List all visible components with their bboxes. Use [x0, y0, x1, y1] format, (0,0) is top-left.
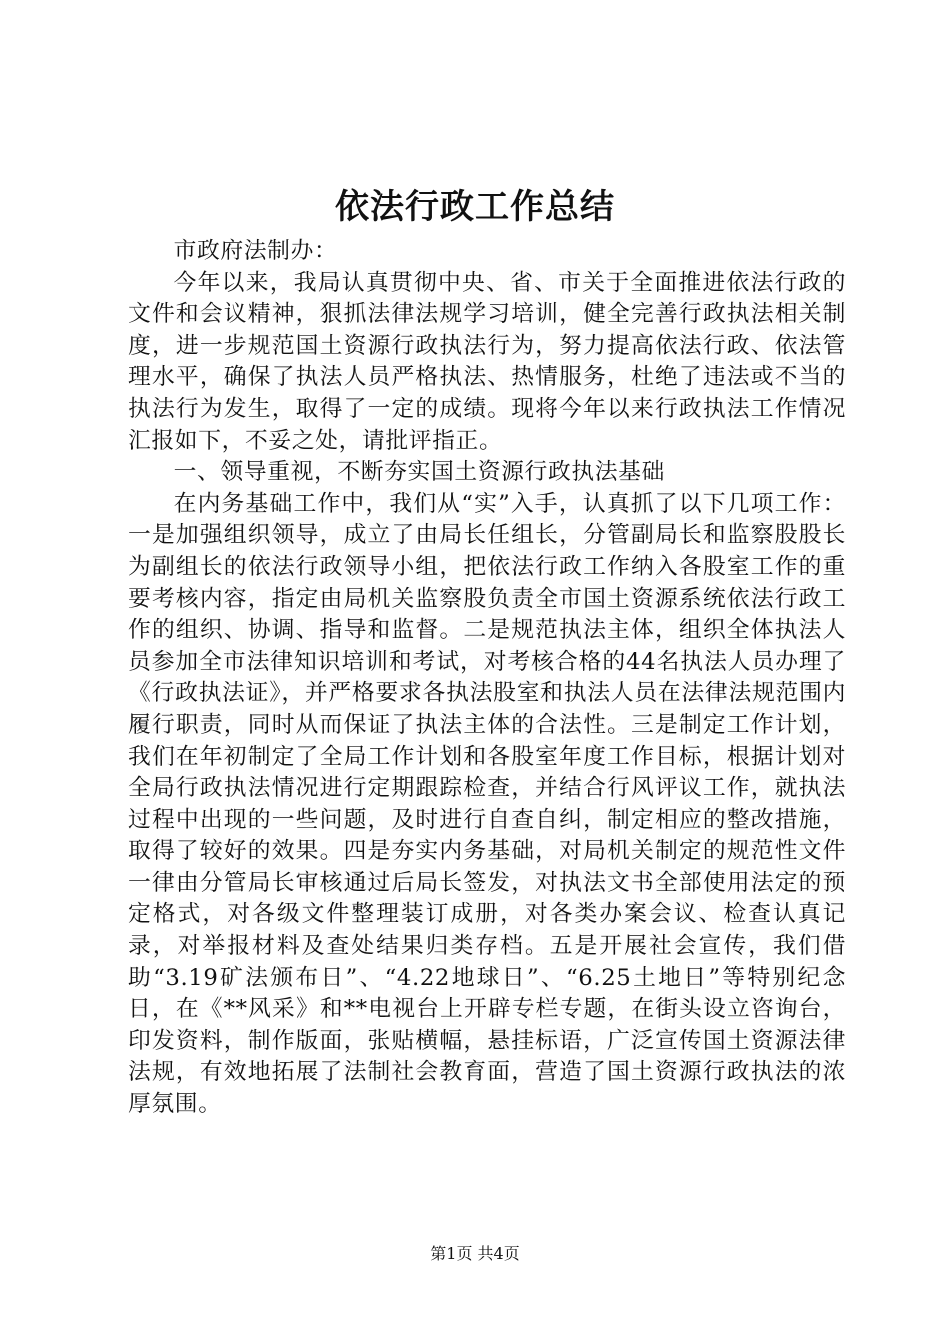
intro-paragraph: 今年以来，我局认真贯彻中央、省、市关于全面推进依法行政的文件和会议精神，狠抓法律法规学习培训，健全完善行政执法相关制度，进一步规范国土资源行政执法行为，努力提高依法行政、依法管理水平，确保了执法人员严格执法、热情服务，杜绝了违法或不当的执法行为发生，取得了一定的成绩。现将今年以来行政执法工作情况汇报如下，不妥之处，请批评指正。	[128, 269, 846, 454]
document-body	[128, 236, 846, 1121]
section-heading: 一、领导重视，不断夯实国土资源行政执法基础	[173, 459, 665, 486]
page-footer: 第1页 共4页	[430, 1244, 520, 1263]
document-title: 依法行政工作总结	[335, 187, 615, 227]
body-paragraph: 在内务基础工作中，我们从“实”入手，认真抓了以下几项工作：一是加强组织领导，成立了由局长任组长，分管副局长和监察股股长为副组长的依法行政领导小组，把依法行政工作纳入各股室工作的重要考核内容，指定由局机关监察股负责全市国土资源系统依法行政工作的组织、协调、指导和监督。二是规范执法主体，组织全体执法人员参加全市法律知识培训和考试，对考核合格的44名执法人员办理了《行政执法证》，并严格要求各执法股室和执法人员在法律法规范围内履行职责，同时从而保证了执法主体的合法性。三是制定工作计划，我们在年初制定了全局工作计划和各股室年度工作目标，根据计划对全局行政执法情况进行定期跟踪检查，并结合行风评议工作，就执法过程中出现的一些问题，及时进行自查自纠，制定相应的整改措施，取得了较好的效果。四是夯实内务基础，对局机关制定的规范性文件一律由分管局长审核通过后局长签发，对执法文书全部使用法定的预定格式，对各级文件整理装订成册，对各类办案会议、检查认真记录，对举报材料及查处结果归类存档。五是开展社会宣传，我们借助“3.19矿法颁布日”、“4.22地球日”、“6.25土地日”等特别纪念日，在《**风采》和**电视台上开辟专栏专题，在街头设立咨询台，印发资料，制作版面，张贴横幅，悬挂标语，广泛宣传国土资源法律法规，有效地拓展了法制社会教育面，营造了国土资源行政执法的浓厚氛围。	[128, 490, 846, 1118]
salutation: 市政府法制办：	[173, 238, 338, 264]
